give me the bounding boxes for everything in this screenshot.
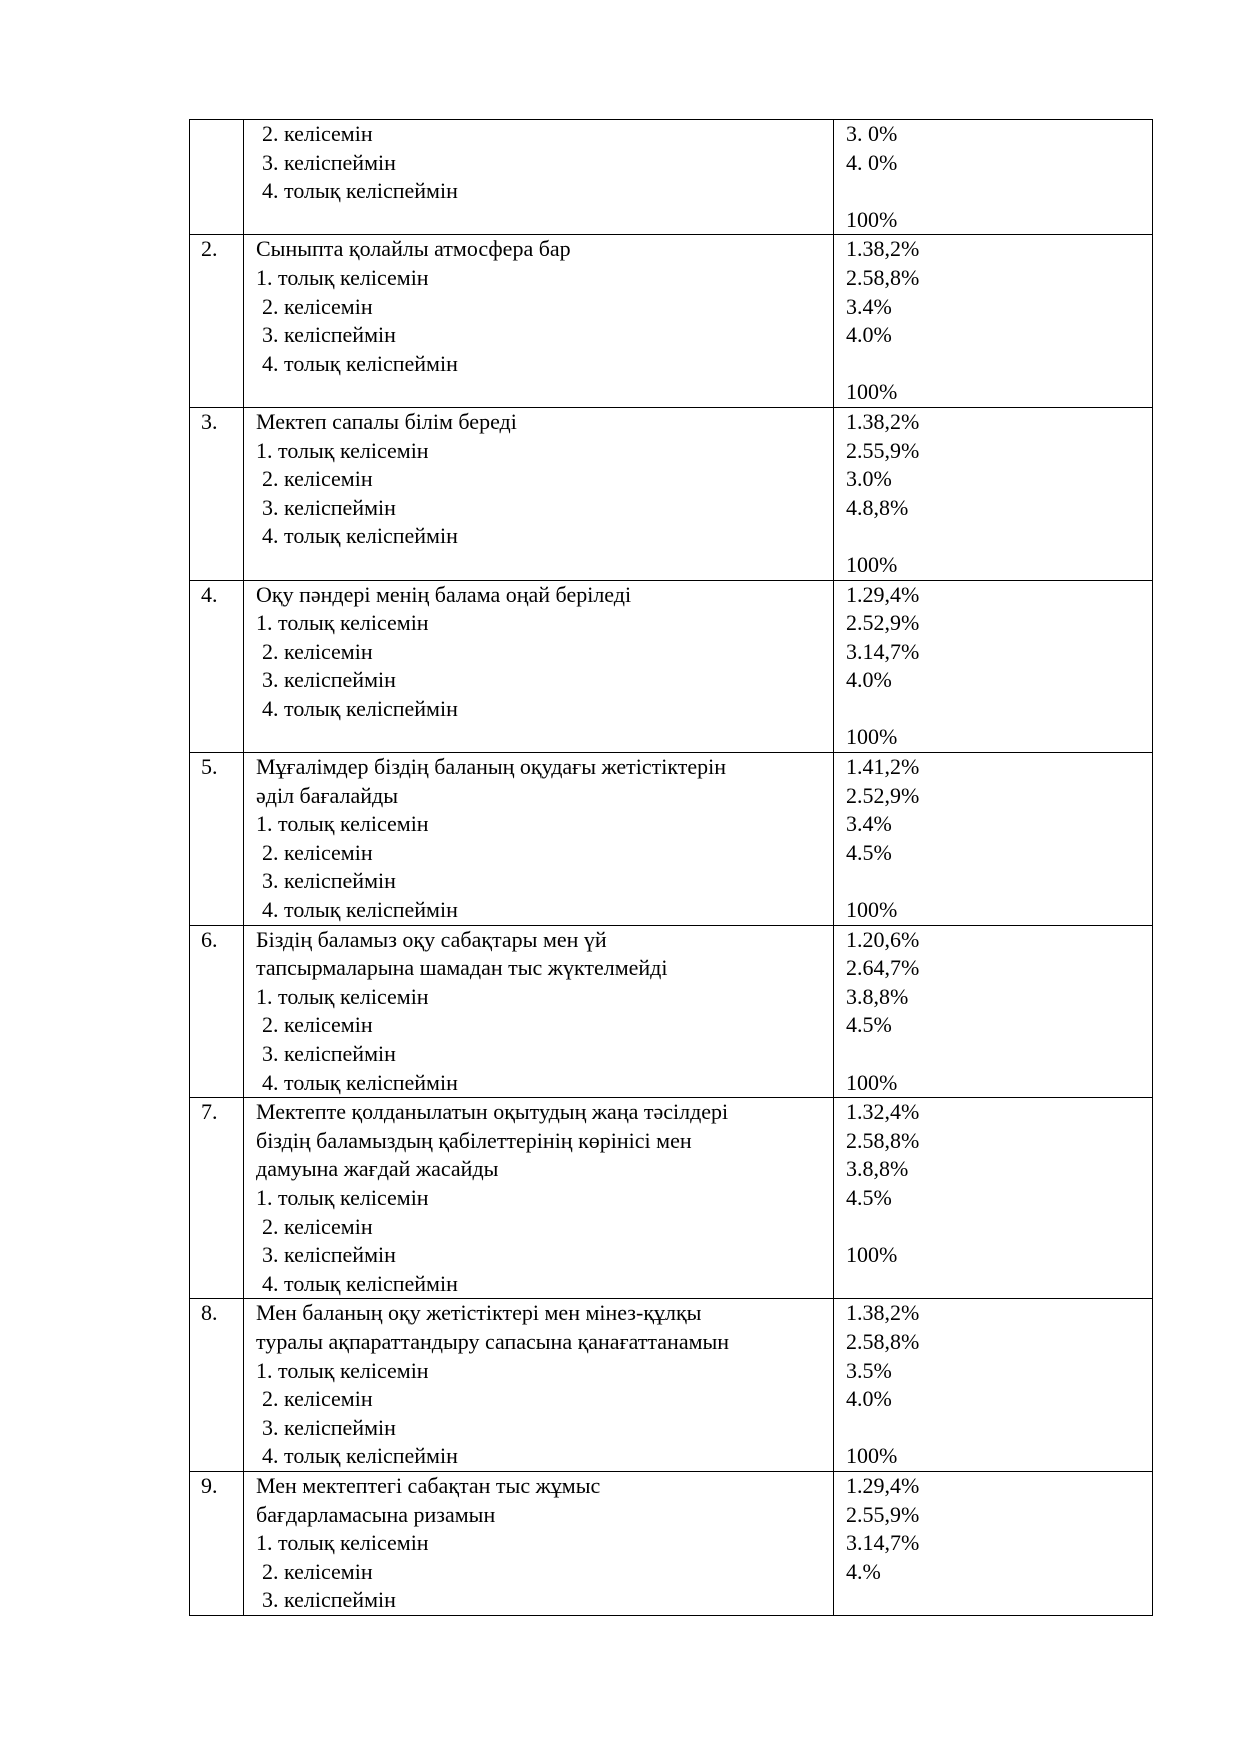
answer-option: 4. толық келіспеймін	[262, 178, 458, 204]
row-number	[190, 1299, 244, 1472]
percent-value: 3.14,7%	[846, 1530, 920, 1556]
question-cell	[244, 753, 834, 926]
percent-value: 4.8,8%	[846, 494, 909, 520]
table-row	[190, 925, 1153, 1098]
question-text: Біздің баламыз оқу сабақтары мен үй	[256, 926, 607, 952]
percent-value: 4.0%	[846, 322, 892, 348]
table-row	[190, 407, 1153, 580]
percent-value	[846, 522, 1152, 551]
row-number	[190, 1098, 244, 1299]
percent-cell	[834, 1098, 1153, 1299]
question-text: Мен баланың оқу жетістіктері мен мінез-құлқы	[256, 1300, 702, 1326]
percent-value: 3.4%	[846, 293, 892, 319]
question-text: бағдарламасына ризамын	[256, 1501, 496, 1527]
question-text: Сыныпта қолайлы атмосфера бар	[256, 236, 571, 262]
percent-value: 1.41,2%	[846, 754, 920, 780]
percent-value: 3.5%	[846, 1357, 892, 1383]
survey-table-body	[190, 120, 1153, 1616]
percent-cell	[834, 580, 1153, 753]
percent-value: 100%	[846, 1242, 898, 1268]
question-text: әділ бағалайды	[256, 782, 398, 808]
answer-option: 3. келіспеймін	[262, 494, 396, 520]
table-row	[190, 580, 1153, 753]
answer-option: 2. келісемін	[262, 839, 373, 865]
question-cell	[244, 1098, 834, 1299]
answer-option: 2. келісемін	[262, 293, 373, 319]
row-number	[190, 235, 244, 408]
table-row	[190, 1471, 1153, 1615]
question-text: тапсырмаларына шамадан тыс жүктелмейді	[256, 955, 668, 981]
question-text: туралы ақпараттандыру сапасына қанағаттанамын	[256, 1328, 730, 1354]
question-text: біздің баламыздың қабілеттерінің көрінісі мен	[256, 1127, 692, 1153]
percent-value: 3.8,8%	[846, 983, 909, 1009]
answer-option: 1. толық келісемін	[256, 811, 429, 837]
question-cell	[244, 407, 834, 580]
percent-cell	[834, 1471, 1153, 1615]
percent-value: 100%	[846, 1069, 898, 1095]
question-cell	[244, 1299, 834, 1472]
question-text: Мектеп сапалы білім береді	[256, 408, 517, 434]
row-number-text: 9.	[201, 1472, 218, 1498]
percent-value: 2.52,9%	[846, 610, 920, 636]
answer-option: 3. келіспеймін	[262, 1041, 396, 1066]
question-cell	[244, 925, 834, 1098]
percent-value: 1.29,4%	[846, 1472, 920, 1498]
percent-value: 2.55,9%	[846, 437, 920, 463]
percent-cell	[834, 235, 1153, 408]
answer-option: 4. толық келіспеймін	[262, 1270, 458, 1296]
question-text: дамуына жағдай жасайды	[256, 1156, 499, 1182]
percent-value	[846, 695, 1152, 724]
percent-value: 1.38,2%	[846, 1300, 920, 1326]
percent-value: 4. 0%	[846, 149, 898, 175]
answer-option: 4. толық келіспеймін	[262, 523, 458, 549]
answer-option: 3. келіспеймін	[262, 322, 396, 348]
row-number-text: 7.	[201, 1099, 218, 1125]
row-number-text: 6.	[201, 926, 218, 952]
percent-value: 100%	[846, 551, 898, 577]
percent-value	[846, 867, 1152, 896]
percent-value: 3. 0%	[846, 121, 898, 146]
percent-value: 100%	[846, 206, 898, 232]
answer-option: 2. келісемін	[262, 1213, 373, 1239]
answer-option: 3. келіспеймін	[262, 868, 396, 894]
percent-value: 4.5%	[846, 1184, 892, 1210]
row-number-text: 5.	[201, 754, 218, 780]
answer-option: 4. толық келіспеймін	[262, 1443, 458, 1469]
percent-value	[846, 1040, 1152, 1069]
answer-option: 3. келіспеймін	[262, 1414, 396, 1440]
percent-value: 3.4%	[846, 811, 892, 837]
percent-cell	[834, 407, 1153, 580]
percent-value: 100%	[846, 724, 898, 750]
percent-value: 2.58,8%	[846, 264, 920, 290]
percent-value: 2.64,7%	[846, 955, 920, 981]
percent-value: 2.52,9%	[846, 782, 920, 808]
table-row	[190, 1098, 1153, 1299]
answer-option: 4. толық келіспеймін	[262, 1069, 458, 1095]
answer-option: 4. толық келіспеймін	[262, 897, 458, 923]
table-row	[190, 1299, 1153, 1472]
percent-value: 3.0%	[846, 466, 892, 492]
answer-option: 2. келісемін	[262, 466, 373, 492]
percent-value: 3.14,7%	[846, 638, 920, 664]
answer-option: 3. келіспеймін	[262, 149, 396, 175]
percent-value: 1.20,6%	[846, 926, 920, 952]
percent-cell	[834, 120, 1153, 235]
percent-cell	[834, 753, 1153, 926]
row-number-text: 2.	[201, 236, 218, 262]
row-number	[190, 580, 244, 753]
percent-value: 1.32,4%	[846, 1099, 920, 1125]
percent-value: 1.29,4%	[846, 581, 920, 607]
percent-value: 4.0%	[846, 667, 892, 693]
answer-option: 3. келіспеймін	[262, 1242, 396, 1268]
percent-value	[846, 1414, 1152, 1443]
answer-option: 1. толық келісемін	[256, 1530, 429, 1556]
percent-value: 4.%	[846, 1558, 881, 1584]
question-text: Мен мектептегі сабақтан тыс жұмыс	[256, 1472, 601, 1498]
answer-option: 1. толық келісемін	[256, 437, 429, 463]
row-number-text: 8.	[201, 1300, 218, 1326]
percent-value: 100%	[846, 897, 898, 923]
percent-value	[846, 350, 1152, 379]
percent-value: 2.58,8%	[846, 1328, 920, 1354]
table-row	[190, 235, 1153, 408]
answer-option: 1. толық келісемін	[256, 610, 429, 636]
row-number	[190, 1471, 244, 1615]
answer-option: 1. толық келісемін	[256, 1184, 429, 1210]
table-row	[190, 753, 1153, 926]
question-cell	[244, 235, 834, 408]
percent-cell	[834, 1299, 1153, 1472]
answer-option: 2. келісемін	[262, 638, 373, 664]
question-cell	[244, 580, 834, 753]
percent-value	[846, 1213, 1152, 1242]
percent-value	[846, 177, 1152, 206]
percent-value: 2.58,8%	[846, 1127, 920, 1153]
row-number	[190, 407, 244, 580]
answer-option: 2. келісемін	[262, 1558, 373, 1584]
table-row	[190, 120, 1153, 235]
percent-value: 4.5%	[846, 1012, 892, 1038]
percent-value: 1.38,2%	[846, 408, 920, 434]
row-number-text	[201, 120, 243, 149]
percent-cell	[834, 925, 1153, 1098]
question-text: Оқу пәндері менің балама оңай беріледі	[256, 581, 632, 607]
percent-value: 1.38,2%	[846, 236, 920, 262]
answer-option: 4. толық келіспеймін	[262, 350, 458, 376]
row-number-text: 3.	[201, 408, 218, 434]
row-number	[190, 925, 244, 1098]
percent-value: 2.55,9%	[846, 1501, 920, 1527]
percent-value: 100%	[846, 1443, 898, 1469]
percent-value: 4.0%	[846, 1386, 892, 1412]
question-cell	[244, 120, 834, 235]
answer-option: 1. толық келісемін	[256, 1357, 429, 1383]
survey-results-table	[189, 119, 1153, 1616]
answer-option: 2. келісемін	[262, 1386, 373, 1412]
question-cell	[244, 1471, 834, 1615]
answer-option: 4. толық келіспеймін	[262, 695, 458, 721]
row-number-text: 4.	[201, 581, 218, 607]
percent-value: 4.5%	[846, 839, 892, 865]
row-number	[190, 753, 244, 926]
answer-option: 3. келіспеймін	[262, 667, 396, 693]
answer-option: 2. келісемін	[262, 121, 373, 146]
row-number	[190, 120, 244, 235]
percent-value: 3.8,8%	[846, 1156, 909, 1182]
question-text: Мұғалімдер біздің баланың оқудағы жетістіктерін	[256, 754, 727, 780]
answer-option: 1. толық келісемін	[256, 983, 429, 1009]
question-text: Мектепте қолданылатын оқытудың жаңа тәсілдері	[256, 1099, 729, 1125]
answer-option: 3. келіспеймін	[262, 1587, 396, 1613]
answer-option: 2. келісемін	[262, 1012, 373, 1038]
answer-option: 1. толық келісемін	[256, 264, 429, 290]
percent-value: 100%	[846, 379, 898, 405]
